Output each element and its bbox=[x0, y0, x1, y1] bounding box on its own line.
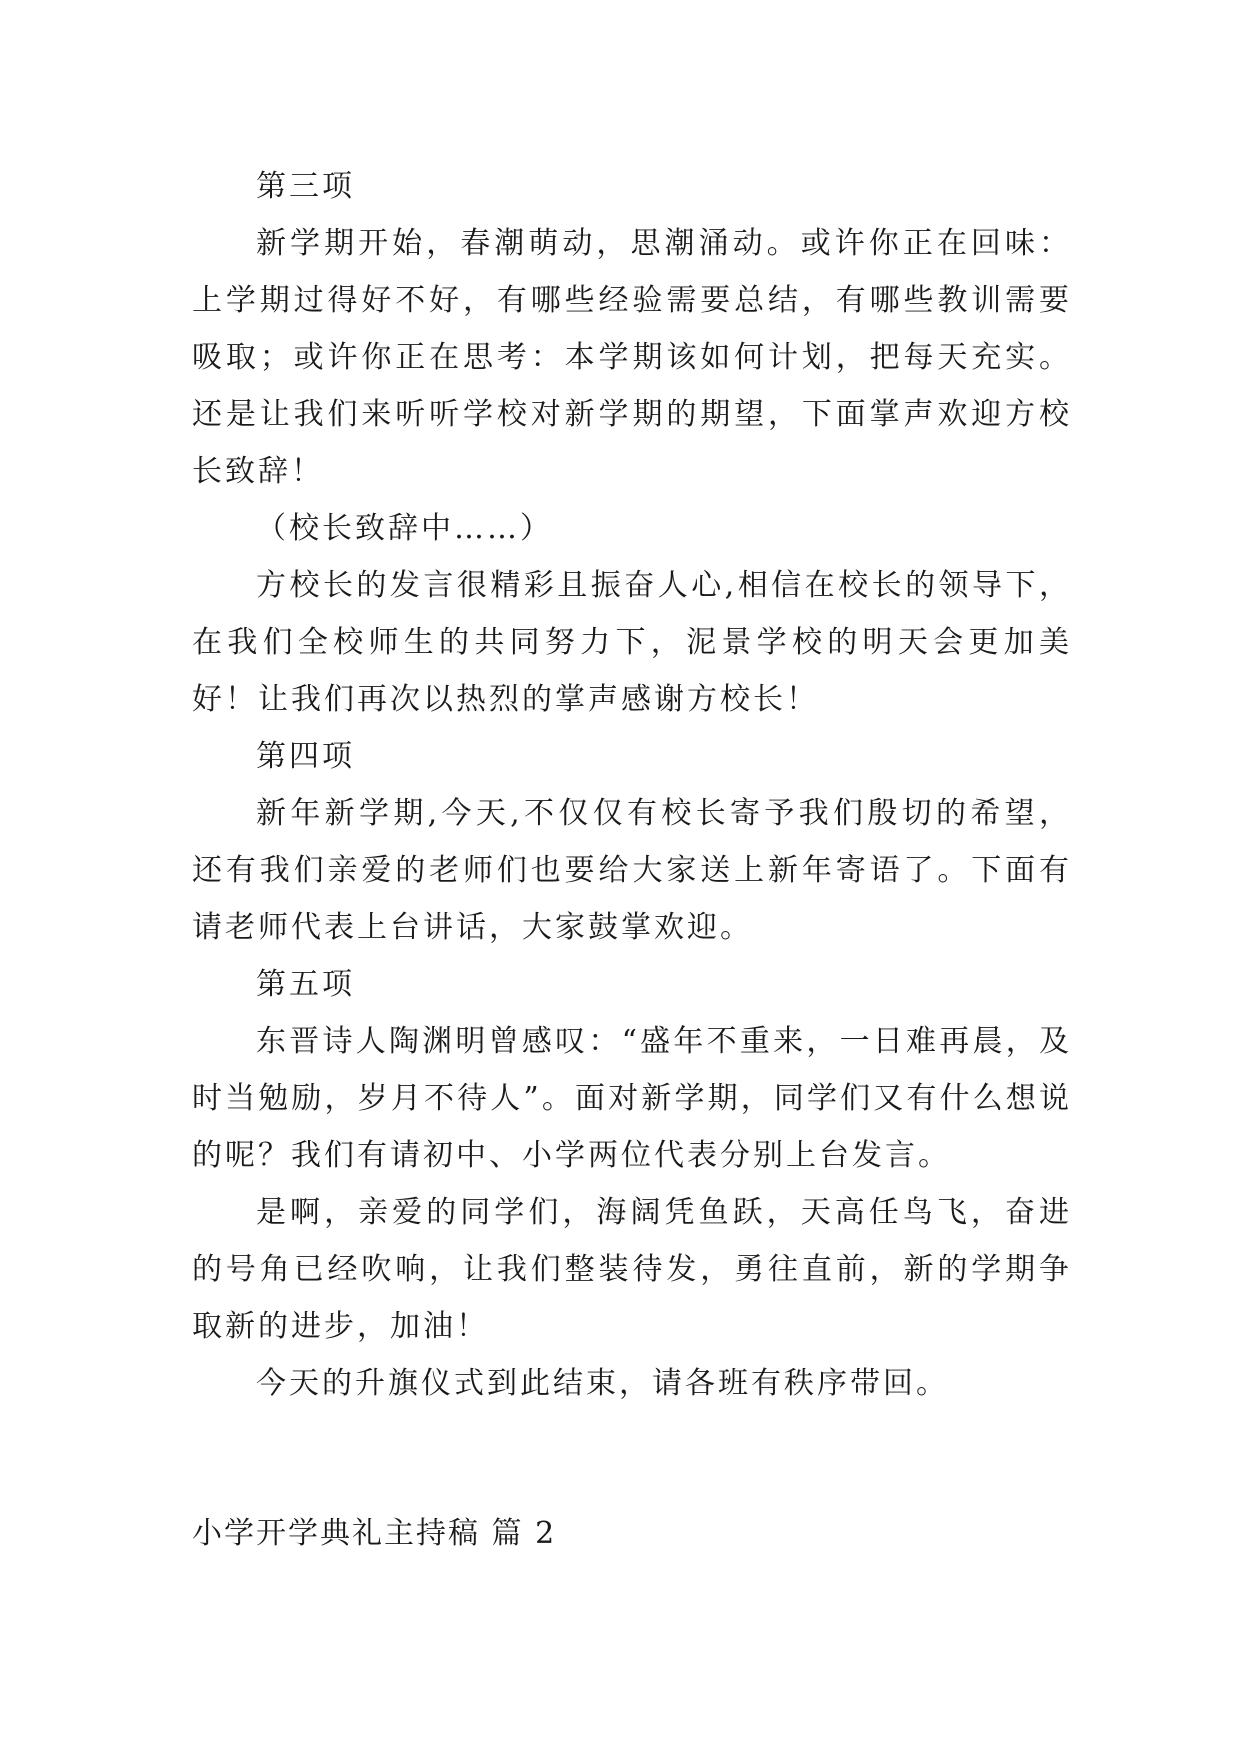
item-heading-5: 第五项 bbox=[256, 967, 355, 1002]
closing-paragraph: 今天的升旗仪式到此结束，请各班有秩序带回。 bbox=[256, 1366, 949, 1401]
teacher-speech-paragraph: 新年新学期,今天,不仅仅有校长寄予我们殷切的希望，还有我们亲爱的老师们也要给大家送上新年寄语了。下面有请老师代表上台讲话，大家鼓掌欢迎。 bbox=[192, 796, 1072, 945]
item-heading-3: 第三项 bbox=[256, 169, 355, 204]
principal-speech-note: （校长致辞中……） bbox=[256, 511, 553, 546]
section-title: 小学开学典礼主持稿 篇 2 bbox=[192, 1516, 557, 1551]
opening-paragraph: 新学期开始，春潮萌动，思潮涌动。或许你正在回味：上学期过得好不好，有哪些经验需要总结，有哪些教训需要吸取；或许你正在思考：本学期该如何计划，把每天充实。还是让我们来听听学校对新学期的期望，下面掌声欢迎方校长致辞！ bbox=[192, 226, 1072, 489]
document-page bbox=[192, 158, 1072, 1562]
encouragement-paragraph: 是啊，亲爱的同学们，海阔凭鱼跃，天高任鸟飞，奋进的号角已经吹响，让我们整装待发，勇往直前，新的学期争取新的进步，加油！ bbox=[192, 1195, 1072, 1344]
item-heading-4: 第四项 bbox=[256, 739, 355, 774]
thanks-paragraph: 方校长的发言很精彩且振奋人心,相信在校长的领导下，在我们全校师生的共同努力下，泥景学校的明天会更加美好！让我们再次以热烈的掌声感谢方校长！ bbox=[192, 568, 1072, 717]
poem-paragraph: 东晋诗人陶渊明曾感叹：“盛年不重来，一日难再晨，及时当勉励，岁月不待人”。面对新学期，同学们又有什么想说的呢？我们有请初中、小学两位代表分别上台发言。 bbox=[192, 1024, 1072, 1173]
